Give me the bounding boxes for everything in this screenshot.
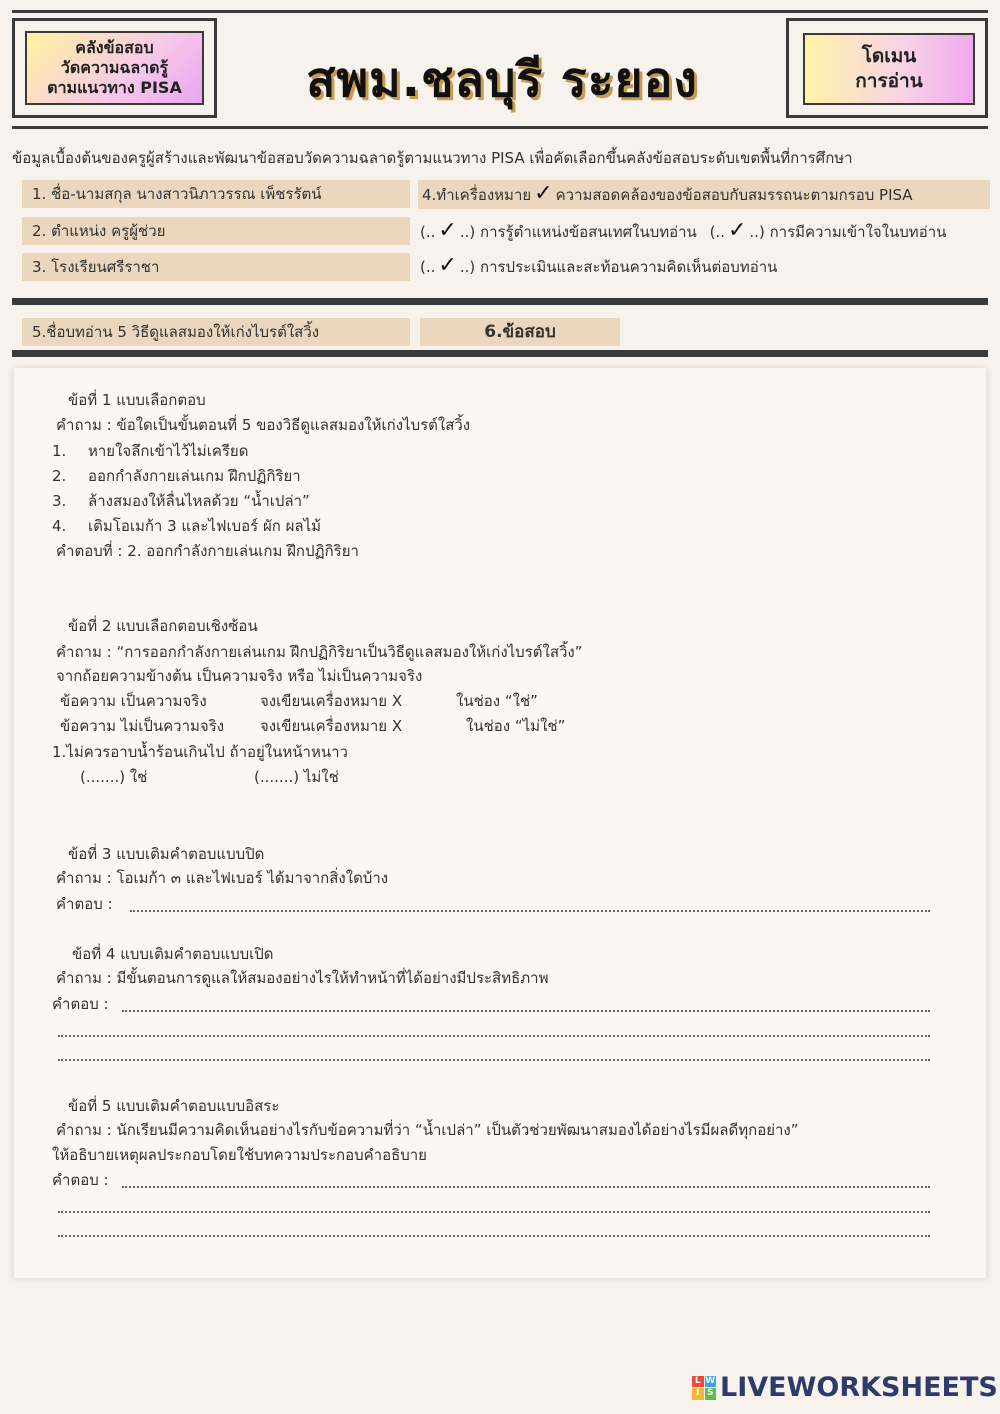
left-header-line-1: คลังข้อสอบ (75, 38, 154, 57)
right-header-box (803, 33, 975, 105)
q5-answer-label: คำตอบ : (52, 1171, 109, 1189)
q5-title: ข้อที่ 5 แบบเติมคำตอบแบบอิสระ (68, 1097, 280, 1115)
q2-item-1: 1.ไม่ควรอาบน้ำร้อนเกินไป ถ้าอยู่ในหน้าหนาว (52, 743, 348, 761)
teacher-name: 1. ชื่อ-นามสกุล นางสาวนิภาวรรณ เพ็ชรรัตน์ (22, 180, 410, 208)
check-icon: ✓ (438, 218, 457, 243)
top-rule (12, 10, 988, 13)
mark-suffix: ความสอดคล้องของข้อสอบกับสมรรถนะตามกรอบ PISA (555, 186, 913, 204)
checkbox-competency-1[interactable]: (.. ✓ ..) (420, 218, 476, 243)
competency-3-label: การประเมินและสะท้อนความคิดเห็นต่อบทอ่าน (480, 258, 778, 276)
q1-question: คำถาม : ข้อใดเป็นขั้นตอนที่ 5 ของวิธีดูแลสมองให้เก่งไบรต์ใสวิ้ง (56, 416, 471, 434)
q2-option-yes[interactable]: (.......) ใช่ (80, 768, 148, 786)
q2-line-2: จากถ้อยความข้างต้น เป็นความจริง หรือ ไม่เป็นความจริง (56, 667, 423, 685)
check-icon: ✓ (534, 181, 553, 206)
q4-title: ข้อที่ 4 แบบเติมคำตอบแบบเปิด (72, 945, 274, 963)
exam-panel (14, 368, 986, 1278)
competency-row-1 (420, 218, 946, 244)
liveworksheets-logo-icon: L W I S (692, 1376, 716, 1400)
q1-answer: คำตอบที่ : 2. ออกกำลังกายเล่นเกม ฝึกปฏิกิริยา (56, 542, 359, 560)
section-rule-1 (12, 298, 988, 305)
q2-question: คำถาม : “การออกกำลังกายเล่นเกม ฝึกปฏิกิริยาเป็นวิธีดูแลสมองให้เก่งไบรต์ใสวิ้ง” (56, 643, 583, 661)
teacher-school: 3. โรงเรียนศรีราชา (22, 253, 410, 281)
competency-1-label: การรู้ตำแหน่งข้อสนเทศในบทอ่าน (480, 223, 697, 241)
q2-rule-true: ข้อความ เป็นความจริง จงเขียนเครื่องหมาย X ในช่อง “ใช่” (60, 692, 538, 710)
mark-prefix: 4.ทำเครื่องหมาย (422, 186, 532, 204)
q2-rule-false: ข้อความ ไม่เป็นความจริง จงเขียนเครื่องหมาย X ในช่อง “ไม่ใช่” (60, 717, 566, 735)
passage-title: 5.ชื่อบทอ่าน 5 วิธีดูแลสมองให้เก่งไบรต์ใสวิ้ง (22, 318, 410, 346)
domain-value: การอ่าน (855, 70, 923, 92)
left-header-frame (12, 18, 217, 118)
q4-answer-line-2[interactable] (58, 1035, 930, 1037)
q5-answer-line-3[interactable] (58, 1235, 930, 1237)
q4-answer-line-1[interactable] (122, 1010, 930, 1012)
domain-label: โดเมน (861, 45, 917, 67)
q1-title: ข้อที่ 1 แบบเลือกตอบ (68, 391, 206, 409)
competency-row-2 (420, 253, 777, 279)
q4-answer-label: คำตอบ : (52, 995, 109, 1013)
mark-instruction (418, 180, 990, 209)
q4-question: คำถาม : มีขั้นตอนการดูแลให้สมองอย่างไรให้ทำหน้าที่ได้อย่างมีประสิทธิภาพ (56, 969, 549, 987)
exam-label: 6.ข้อสอบ (420, 318, 620, 346)
q5-line-2: ให้อธิบายเหตุผลประกอบโดยใช้บทความประกอบคำอธิบาย (52, 1146, 427, 1164)
section-rule-2 (12, 350, 988, 357)
q1-choice-2[interactable]: 2. ออกกำลังกายเล่นเกม ฝึกปฏิกิริยา (52, 467, 301, 485)
right-header-frame (786, 18, 988, 118)
left-header-box (25, 31, 204, 105)
checkbox-competency-2[interactable]: (.. ✓ ..) (709, 218, 765, 243)
q4-answer-line-3[interactable] (58, 1059, 930, 1061)
q3-title: ข้อที่ 3 แบบเติมคำตอบแบบปิด (68, 845, 265, 863)
check-icon: ✓ (727, 218, 747, 243)
q3-answer-line[interactable] (130, 910, 930, 912)
q1-choice-1[interactable]: 1. หายใจลึกเข้าไว้ไม่เครียด (52, 442, 249, 460)
left-header-line-2: วัดความฉลาดรู้ (60, 58, 169, 77)
q2-title: ข้อที่ 2 แบบเลือกตอบเชิงซ้อน (68, 617, 258, 635)
checkbox-competency-3[interactable]: (.. ✓ ..) (420, 253, 476, 278)
q5-question: คำถาม : นักเรียนมีความคิดเห็นอย่างไรกับข้อความที่ว่า “น้ำเปล่า” เป็นตัวช่วยพัฒนาสมองได้อย่างไรมีผลดีทุกอย่าง” (56, 1121, 799, 1139)
q1-choice-3[interactable]: 3. ล้างสมองให้ลื่นไหลด้วย “น้ำเปล่า” (52, 492, 310, 510)
page-title: สพม.ชลบุรี ระยอง (306, 52, 698, 108)
competency-2-label: การมีความเข้าใจในบทอ่าน (769, 223, 947, 241)
q3-answer-label: คำตอบ : (56, 895, 113, 913)
liveworksheets-brand[interactable] (692, 1372, 998, 1403)
intro-text: ข้อมูลเบื้องต้นของครูผู้สร้างและพัฒนาข้อสอบวัดความฉลาดรู้ตามแนวทาง PISA เพื่อคัดเลือกขึ้นคลังข้อสอบระดับเขตพื้นที่การศึกษา (12, 149, 853, 167)
q1-choice-4[interactable]: 4. เติมโอเมก้า 3 และไฟเบอร์ ผัก ผลไม้ (52, 517, 322, 535)
header-bottom-rule (12, 126, 988, 129)
check-icon: ✓ (438, 253, 457, 278)
left-header-line-3: ตามแนวทาง PISA (47, 78, 182, 97)
q3-question: คำถาม : โอเมก้า ๓ และไฟเบอร์ ได้มาจากสิ่งใดบ้าง (56, 869, 389, 887)
q5-answer-line-2[interactable] (58, 1211, 930, 1213)
q5-answer-line-1[interactable] (122, 1186, 930, 1188)
q2-option-no[interactable]: (.......) ไม่ใช่ (254, 768, 339, 786)
liveworksheets-wordmark: LIVEWORKSHEETS (720, 1372, 998, 1403)
teacher-position: 2. ตำแหน่ง ครูผู้ช่วย (22, 217, 410, 245)
